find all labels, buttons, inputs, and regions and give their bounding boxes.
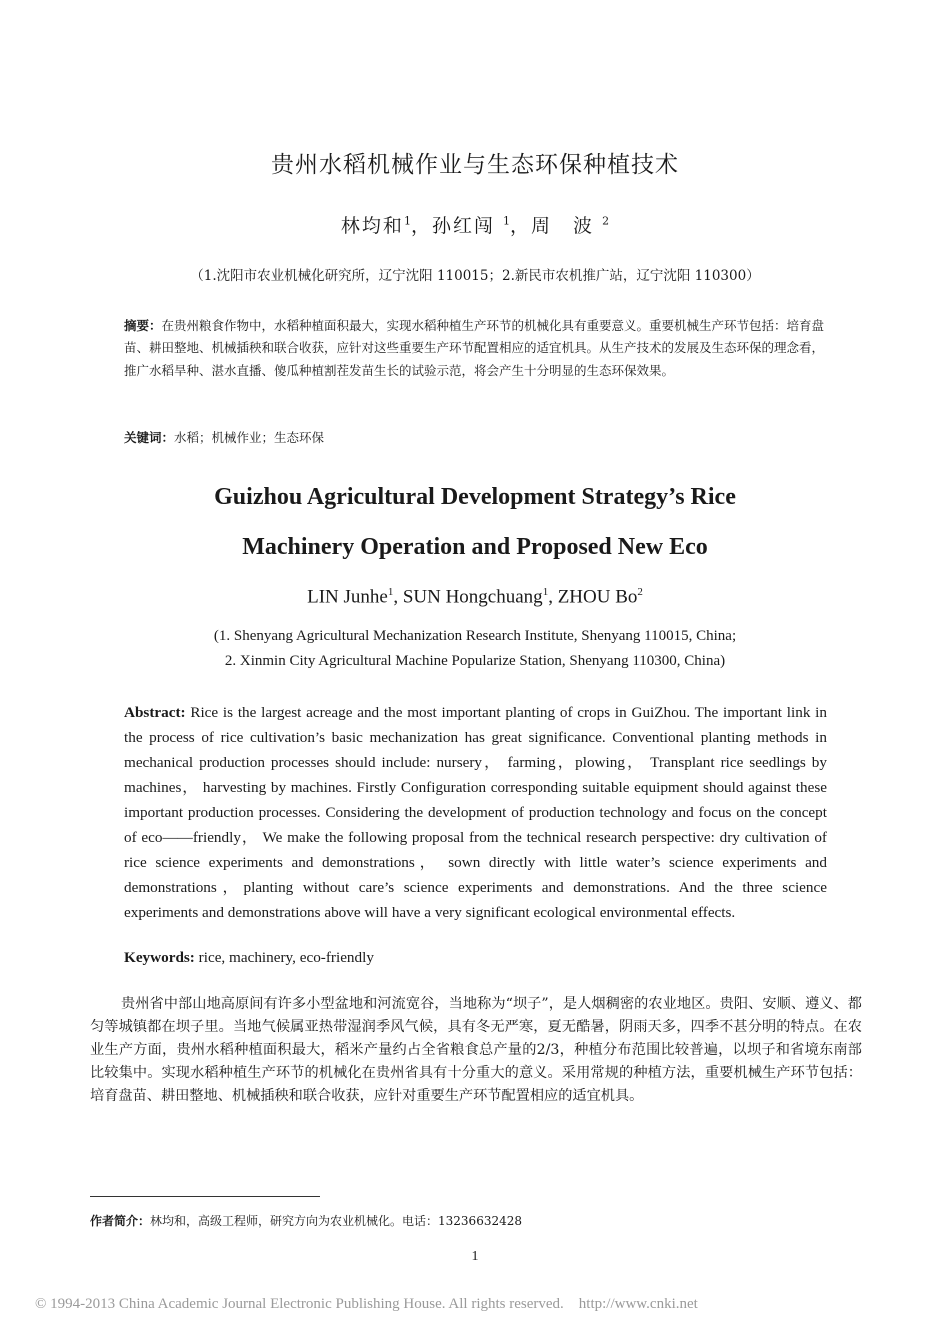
- english-keywords: [124, 949, 827, 967]
- author-separator: ,: [393, 586, 403, 608]
- chinese-keywords: [124, 428, 828, 446]
- author-name: 周 波: [531, 215, 603, 237]
- abstract-text: 在贵州粮食作物中，水稻种植面积最大，实现水稻种植生产环节的机械化具有重要意义。重要机械生产环节包括：培育盘苗、耕田整地、机械插秧和联合收获，应针对这些重要生产环节配置相应的适宜机具。从生产技术的发展及生态环保的理念看，推广水稻旱种、湛水直播、傻瓜种植割茬发苗生长的试验示范，将会产生十分明显的生态环保效果。: [124, 318, 825, 378]
- footnote-label: 作者简介：: [90, 1214, 151, 1228]
- footnote-text: 林均和，高级工程师，研究方向为农业机械化。电话：13236632428: [150, 1214, 523, 1228]
- english-title-line-2: Machinery Operation and Proposed New Eco: [242, 534, 708, 560]
- author-name: LIN Junhe: [307, 586, 388, 608]
- english-affiliation-line-2: 2. Xinmin City Agricultural Machine Popularize Station, Shenyang 110300, China): [224, 653, 726, 669]
- author-separator: ，: [410, 215, 432, 237]
- chinese-affiliation: （1.沈阳市农业机械化研究所，辽宁沈阳 110015；2.新民市农机推广站，辽宁沈阳 110300）: [190, 268, 760, 284]
- author-name: SUN Hongchuang: [402, 586, 543, 608]
- author-name: ZHOU Bo: [557, 586, 638, 608]
- abstract-label: Abstract:: [124, 704, 186, 721]
- copyright-notice: © 1994-2013 China Academic Journal Electronic Publishing House. All rights reserved. http://www.cnki.net: [35, 1296, 698, 1312]
- body-paragraph: 贵州省中部山地高原间有许多小型盆地和河流宽谷，当地称为“坝子”，是人烟稠密的农业地区。贵阳、安顺、遵义、都匀等城镇都在坝子里。当地气候属亚热带湿润季风气候，具有冬无严寒，夏无酷暑，阴雨天多，四季不甚分明的特点。在农业生产方面，贵州水稻种植面积最大，稻米产量约占全省粮食总产量的2/3，种植分布范围比较普遍，以坝子和省境东南部比较集中。实现水稻种植生产环节的机械化在贵州省具有十分重大的意义。采用常规的种植方法，重要机械生产环节包括：培育盘苗、耕田整地、机械插秧和联合收获，应针对重要生产环节配置相应的适宜机具。: [90, 996, 862, 1104]
- author-footnote: [90, 1212, 522, 1229]
- author-affiliation-mark: 1: [542, 586, 549, 598]
- english-title-line-1: Guizhou Agricultural Development Strategy’s Rice: [214, 484, 736, 510]
- author-affiliation-mark: 2: [637, 586, 643, 598]
- english-abstract: [124, 700, 827, 925]
- keywords-label: Keywords:: [124, 949, 195, 966]
- author-affiliation-mark: 1: [403, 214, 411, 228]
- author-affiliation-mark: 1: [387, 586, 394, 598]
- page-number: 1: [471, 1249, 479, 1264]
- keywords-text: rice, machinery, eco-friendly: [194, 949, 374, 966]
- english-affiliation-line-1: (1. Shenyang Agricultural Mechanization Research Institute, Shenyang 110015, China;: [213, 628, 737, 644]
- author-name: 孙红闯: [431, 215, 503, 237]
- author-name: 林均和: [340, 215, 404, 237]
- english-authors: [0, 586, 950, 608]
- keywords-label: 关键词：: [124, 430, 175, 445]
- footnote-divider: [90, 1196, 320, 1197]
- chinese-title: 贵州水稻机械作业与生态环保种植技术: [271, 152, 679, 178]
- abstract-label: 摘要：: [124, 318, 162, 333]
- author-affiliation-mark: 2: [602, 214, 610, 228]
- author-affiliation-mark: 1: [503, 214, 510, 228]
- chinese-authors: [0, 211, 950, 238]
- author-separator: ,: [548, 586, 558, 608]
- keywords-text: 水稻；机械作业；生态环保: [174, 430, 325, 445]
- chinese-abstract: [124, 315, 828, 382]
- abstract-text: Rice is the largest acreage and the most important planting of crops in GuiZhou. The important link in the process of rice cultivation’s basic mechanization has great significance. Conventional planting methods in mechanical production processes should include: nursery， farming，plowing， Transplant rice seedlings by machines， harvesting by machines. Firstly Configuration corresponding suitable equipment should against these important production processes. Considering the development of production technology and focus on the concept of eco——friendly， We make the following proposal from the technical research perspective: dry cultivation of rice science experiments and demonstrations， sown directly with little water’s science experiments and demonstrations，planting without care’s science experiments and demonstrations. And the three science experiments and demonstrations above will have a very significant ecological environmental effects.: [124, 704, 827, 921]
- author-separator: ，: [510, 215, 532, 237]
